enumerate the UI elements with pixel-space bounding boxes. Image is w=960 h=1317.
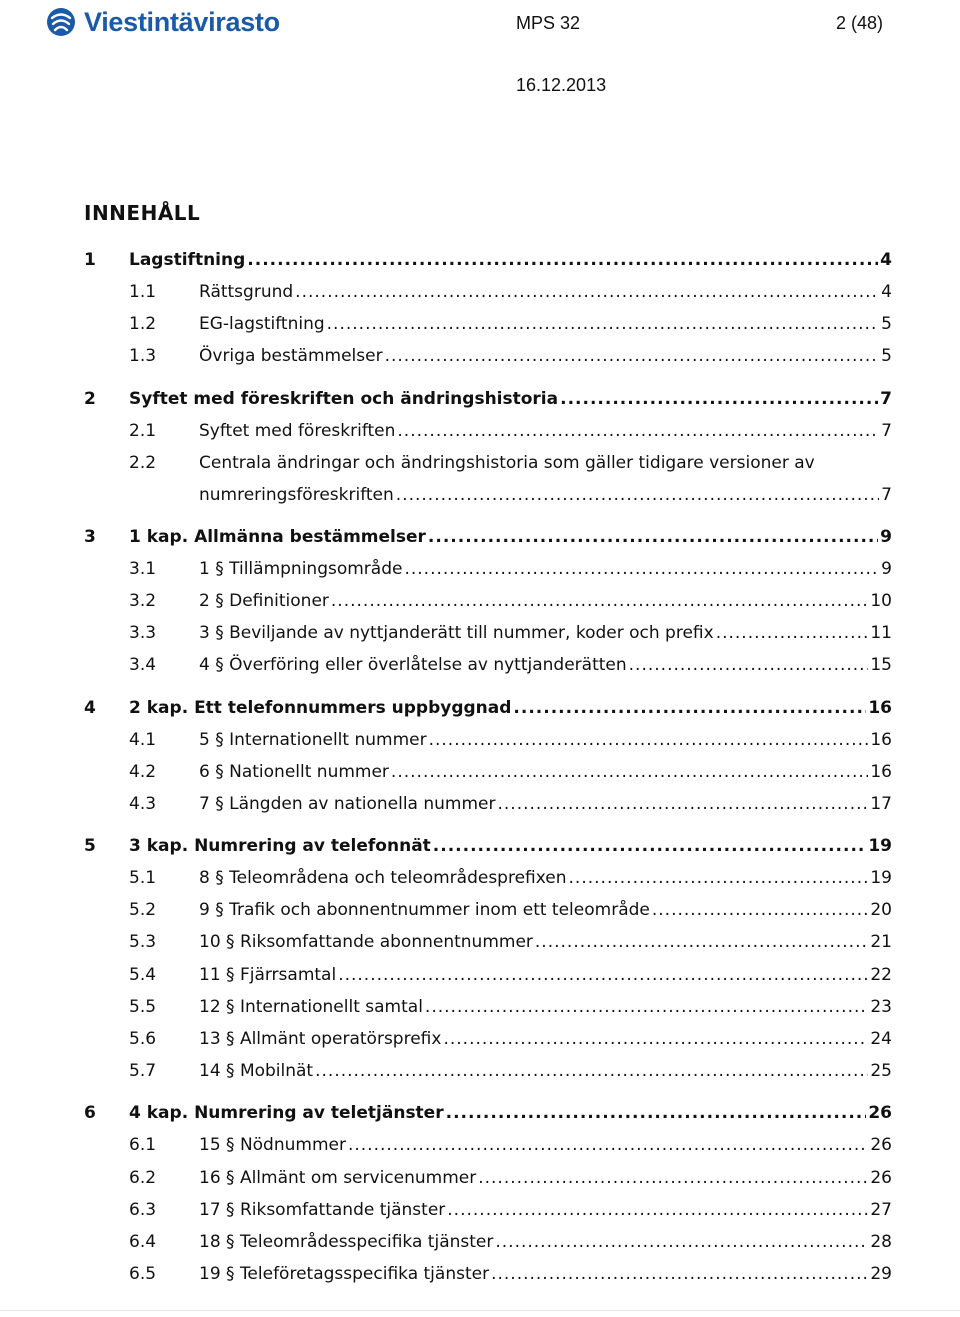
toc-entry-title: 16 § Allmänt om servicenummer: [199, 1167, 477, 1188]
toc-section-entry[interactable]: [84, 447, 892, 511]
toc-entry-title: Lagstiftning: [129, 250, 246, 270]
toc-entry-page: 22: [870, 964, 892, 985]
toc-entry-number: 4.3: [129, 793, 157, 814]
toc-entry-number: 3.3: [129, 623, 157, 644]
toc-entry-title: 1 kap. Allmänna bestämmelser: [129, 526, 426, 547]
toc-entry-title-wrap: [129, 692, 868, 724]
toc-entry-title: 12 § Internationellt samtal: [199, 996, 423, 1017]
toc-entry-page: 26: [868, 1103, 892, 1124]
toc-chapter-entry[interactable]: [84, 692, 892, 724]
toc-entry-title-wrap: [129, 830, 868, 862]
toc-entry-number: 1.1: [129, 282, 157, 302]
toc-entry-number: 5: [84, 836, 96, 857]
toc-entry-number: 5.3: [129, 932, 157, 953]
toc-entry-page: 16: [870, 761, 892, 782]
dot-leader: [404, 553, 879, 585]
toc-entry-number: 1.3: [129, 346, 157, 367]
toc-section-entry[interactable]: [84, 1194, 892, 1226]
page-divider: [0, 1310, 960, 1311]
toc-entry-title: 11 § Fjärrsamtal: [199, 964, 337, 985]
toc-entry-title: 2 kap. Ett telefonnummers uppbyggnad: [129, 697, 512, 718]
dot-leader: [513, 692, 866, 724]
dot-leader: [443, 1023, 868, 1055]
toc-entry-title: 17 § Riksomfattande tjänster: [199, 1199, 446, 1220]
table-of-contents: [84, 244, 892, 1290]
toc-section-entry[interactable]: [84, 788, 892, 820]
toc-entry-number: 3.2: [129, 590, 157, 611]
dot-leader: [348, 1129, 868, 1161]
toc-entry-title-wrap: [199, 1129, 870, 1161]
toc-section-entry[interactable]: [84, 926, 892, 958]
dot-leader: [498, 788, 869, 820]
toc-entry-number: 6.5: [129, 1264, 157, 1285]
toc-section-entry[interactable]: [84, 1226, 892, 1258]
toc-entry-title-wrap: [199, 1226, 870, 1258]
toc-section-entry[interactable]: [84, 617, 892, 649]
toc-entry-number: 3: [84, 526, 96, 547]
agency-logo: [46, 4, 280, 40]
toc-entry-title-wrap: [199, 991, 870, 1023]
toc-entry-title-wrap: [199, 959, 870, 991]
dot-leader: [429, 724, 869, 756]
toc-entry-page: 15: [870, 655, 892, 676]
toc-section-entry[interactable]: [84, 649, 892, 681]
toc-entry-number: 6.1: [129, 1135, 157, 1156]
toc-entry-number: 5.7: [129, 1061, 157, 1082]
toc-entry-page: 19: [868, 836, 892, 857]
toc-entry-title-wrap: [199, 276, 881, 308]
dot-leader: [535, 926, 868, 958]
toc-entry-title-wrap: [199, 756, 870, 788]
toc-entry-page: 5: [881, 346, 892, 367]
toc-chapter-entry[interactable]: [84, 521, 892, 553]
toc-entry-title: 3 kap. Numrering av telefonnät: [129, 836, 431, 857]
toc-entry-number: 5.2: [129, 900, 157, 921]
toc-entry-number: 6.2: [129, 1167, 157, 1188]
dot-leader: [491, 1258, 868, 1290]
toc-entry-page: 25: [870, 1061, 892, 1082]
dot-leader: [716, 617, 869, 649]
toc-entry-page: 16: [870, 729, 892, 750]
dot-leader: [397, 415, 879, 447]
toc-entry-title-wrap: [199, 585, 870, 617]
toc-entry-title-wrap: [129, 244, 880, 276]
toc-section-entry[interactable]: [84, 991, 892, 1023]
toc-entry-title-wrap: [129, 1097, 868, 1129]
toc-entry-number: 1: [84, 250, 96, 270]
toc-section-entry[interactable]: [84, 585, 892, 617]
toc-section-entry[interactable]: [84, 415, 892, 447]
toc-entry-title-wrap: [199, 894, 870, 926]
toc-section-entry[interactable]: [84, 862, 892, 894]
toc-section-entry[interactable]: [84, 553, 892, 585]
toc-entry-title: 13 § Allmänt operatörsprefix: [199, 1029, 442, 1049]
toc-entry-number: 5.6: [129, 1029, 157, 1049]
page-number: 2 (48): [836, 13, 884, 33]
toc-entry-page: 5: [881, 314, 892, 335]
toc-entry-title: 1 § Tillämpningsområde: [199, 558, 403, 579]
toc-entry-number: 4.1: [129, 729, 157, 750]
dot-leader: [428, 521, 878, 553]
toc-entry-title-continued-line: [199, 479, 881, 511]
toc-entry-title-wrap: [199, 308, 881, 340]
toc-section-entry[interactable]: [84, 724, 892, 756]
toc-entry-number: 4: [84, 697, 96, 718]
dot-leader: [569, 862, 869, 894]
toc-entry-title-wrap: [199, 1258, 870, 1290]
toc-entry-title: 10 § Riksomfattande abonnentnummer: [199, 932, 533, 953]
toc-chapter-entry[interactable]: [84, 383, 892, 415]
toc-entry-title-wrap: [199, 724, 870, 756]
dot-leader: [495, 1226, 868, 1258]
toc-entry-number: 5.1: [129, 868, 157, 889]
dot-leader: [327, 308, 880, 340]
toc-entry-title-wrap: [199, 415, 881, 447]
toc-entry-title: EG-lagstiftning: [199, 314, 325, 335]
toc-section-entry[interactable]: [84, 276, 892, 308]
toc-entry-number: 1.2: [129, 314, 157, 335]
toc-entry-title: Rättsgrund: [199, 282, 294, 302]
toc-section-entry[interactable]: [84, 1258, 892, 1290]
toc-entry-title: 3 § Beviljande av nyttjanderätt till nummer, koder och prefix: [199, 623, 714, 644]
toc-entry-page: 4: [881, 282, 892, 302]
toc-entry-page: 7: [880, 388, 892, 409]
toc-entry-page: 7: [881, 484, 892, 505]
toc-entry-title-wrap: [199, 553, 881, 585]
dot-leader: [247, 244, 878, 276]
toc-entry-number: 2.2: [129, 452, 157, 473]
toc-entry-title: 8 § Teleområdena och teleområdesprefixen: [199, 868, 567, 889]
toc-entry-title: 2 § Definitioner: [199, 590, 329, 611]
dot-leader: [391, 756, 868, 788]
dot-leader: [338, 959, 868, 991]
toc-entry-title: 14 § Mobilnät: [199, 1061, 314, 1082]
toc-entry-title: 4 kap. Numrering av teletjänster: [129, 1103, 444, 1124]
dot-leader: [629, 649, 869, 681]
toc-entry-page: 16: [868, 697, 892, 718]
dot-leader: [652, 894, 869, 926]
toc-entry-page: 29: [870, 1264, 892, 1285]
toc-entry-page: 19: [870, 868, 892, 889]
toc-section-entry[interactable]: [84, 1129, 892, 1161]
dot-leader: [447, 1194, 868, 1226]
toc-section-entry[interactable]: [84, 756, 892, 788]
toc-entry-page: 26: [870, 1135, 892, 1156]
toc-entry-title: Syftet med föreskriften och ändringshistoria: [129, 388, 559, 409]
dot-leader: [315, 1055, 868, 1087]
toc-entry-title-wrap: [199, 1023, 870, 1055]
toc-heading: INNEHÅLL: [84, 201, 201, 225]
toc-entry-title: Övriga bestämmelser: [199, 346, 383, 367]
toc-entry-page: 10: [870, 590, 892, 611]
toc-entry-title-wrap: [129, 521, 880, 553]
toc-entry-title: 7 § Längden av nationella nummer: [199, 793, 496, 814]
toc-entry-page: 17: [870, 793, 892, 814]
toc-chapter-entry[interactable]: [84, 244, 892, 276]
dot-leader: [396, 479, 879, 511]
dot-leader: [478, 1162, 868, 1194]
dot-leader: [446, 1097, 867, 1129]
toc-entry-page: 23: [870, 996, 892, 1017]
toc-entry-number: 2: [84, 388, 96, 409]
toc-entry-title: 15 § Nödnummer: [199, 1135, 346, 1156]
toc-entry-number: 2.1: [129, 420, 157, 441]
toc-entry-title-wrap: [199, 340, 881, 372]
toc-entry-title-wrap: [199, 1194, 870, 1226]
document-date: 16.12.2013: [516, 75, 607, 95]
toc-entry-number: 5.5: [129, 996, 157, 1017]
logo-emblem-icon: [46, 7, 76, 37]
toc-entry-page: 7: [881, 420, 892, 441]
toc-section-entry[interactable]: [84, 1162, 892, 1194]
toc-entry-title-continued: numreringsföreskriften: [199, 484, 394, 505]
toc-section-entry[interactable]: [84, 959, 892, 991]
toc-entry-number: 4.2: [129, 761, 157, 782]
toc-entry-page: 24: [870, 1029, 892, 1049]
toc-entry-title-wrap: [199, 447, 881, 511]
toc-section-entry[interactable]: [84, 308, 892, 340]
toc-entry-title: Centrala ändringar och ändringshistoria som gäller tidigare versioner av: [199, 452, 815, 473]
toc-entry-page: 9: [880, 526, 892, 547]
toc-section-entry[interactable]: [84, 1023, 892, 1055]
toc-entry-title: 4 § Överföring eller överlåtelse av nyttjanderätten: [199, 655, 627, 676]
dot-leader: [331, 585, 868, 617]
toc-entry-title: 6 § Nationellt nummer: [199, 761, 389, 782]
document-id: MPS 32: [516, 13, 581, 33]
toc-entry-page: 9: [881, 558, 892, 579]
toc-entry-page: 21: [870, 932, 892, 953]
dot-leader: [560, 383, 878, 415]
toc-chapter-entry[interactable]: [84, 1097, 892, 1129]
toc-entry-number: 3.4: [129, 655, 157, 676]
toc-section-entry[interactable]: [84, 894, 892, 926]
toc-section-entry[interactable]: [84, 340, 892, 372]
dot-leader: [295, 276, 879, 308]
toc-entry-title-wrap: [199, 617, 870, 649]
toc-entry-title: 9 § Trafik och abonnentnummer inom ett teleområde: [199, 900, 650, 921]
toc-entry-page: 4: [880, 250, 892, 270]
toc-entry-page: 20: [870, 900, 892, 921]
toc-entry-title: 18 § Teleområdesspecifika tjänster: [199, 1231, 494, 1252]
toc-entry-number: 6.3: [129, 1199, 157, 1220]
toc-entry-title-wrap: [199, 862, 870, 894]
dot-leader: [433, 830, 867, 862]
toc-section-entry[interactable]: [84, 1055, 892, 1087]
toc-entry-title-wrap: [199, 1162, 870, 1194]
toc-entry-title: 5 § Internationellt nummer: [199, 729, 427, 750]
toc-entry-title: Syftet med föreskriften: [199, 420, 396, 441]
dot-leader: [425, 991, 868, 1023]
toc-entry-number: 6.4: [129, 1231, 157, 1252]
toc-entry-title-wrap: [199, 1055, 870, 1087]
toc-entry-title: 19 § Teleföretagsspecifika tjänster: [199, 1264, 490, 1285]
toc-entry-page: 28: [870, 1231, 892, 1252]
toc-entry-title-wrap: [199, 926, 870, 958]
toc-entry-title-wrap: [199, 649, 870, 681]
dot-leader: [385, 340, 880, 372]
logo-wordmark: Viestintävirasto: [84, 6, 280, 37]
toc-entry-number: 5.4: [129, 964, 157, 985]
toc-entry-number: 6: [84, 1103, 96, 1124]
toc-entry-page: 11: [870, 623, 892, 644]
toc-entry-number: 3.1: [129, 558, 157, 579]
toc-entry-page: 27: [870, 1199, 892, 1220]
toc-entry-title-wrap: [129, 383, 880, 415]
toc-entry-title-wrap: [199, 788, 870, 820]
toc-chapter-entry[interactable]: [84, 830, 892, 862]
toc-entry-page: 26: [870, 1167, 892, 1188]
